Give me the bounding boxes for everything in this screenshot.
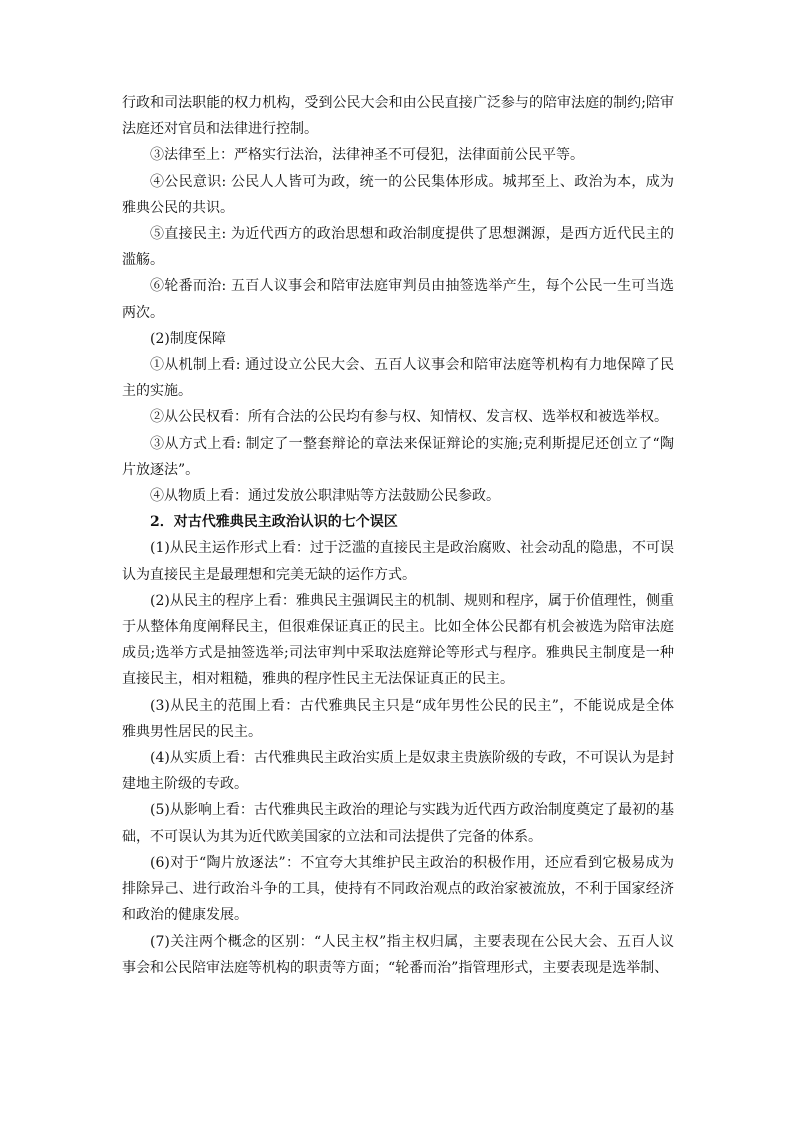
paragraph: (7)关注两个概念的区别：“人民主权”指主权归属，主要表现在公民大会、五百人议事会和公民陪审法庭等机构的职责等方面；“轮番而治”指管理形式，主要表现是选举制、 bbox=[122, 933, 674, 976]
paragraph: ②从公民权看：所有合法的公民均有参与权、知情权、发言权、选举权和被选举权。 bbox=[150, 409, 668, 426]
paragraph: (3)从民主的范围上看：古代雅典民主只是“成年男性公民的民主”，不能说成是全体雅典男性居民的民主。 bbox=[122, 697, 674, 740]
paragraph: 行政和司法职能的权力机构，受到公民大会和由公民直接广泛参与的陪审法庭的制约;陪审法庭还对官员和法律进行控制。 bbox=[122, 95, 674, 138]
paragraph: (2)从民主的程序上看：雅典民主强调民主的机制、规则和程序，属于价值理性，侧重于从整体角度阐释民主，但很难保证真正的民主。比如全体公民都有机会被选为陪审法庭成员;选举方式是抽签选举;司法审判中采取法庭辩论等形式与程序。雅典民主制度是一种直接民主，相对粗糙，雅典的程序性民主无法保证真正的民主。 bbox=[122, 592, 674, 688]
paragraph: ⑥轮番而治: 五百人议事会和陪审法庭审判员由抽签选举产生，每个公民一生可当选两次。 bbox=[122, 278, 674, 321]
paragraph: ③从方式上看: 制定了一整套辩论的章法来保证辩论的实施;克利斯提尼还创立了“陶片放逐法”。 bbox=[122, 435, 674, 478]
paragraph: (6)对于“陶片放逐法”：不宜夸大其维护民主政治的积极作用，还应看到它极易成为排除异己、进行政治斗争的工具，使持有不同政治观点的政治家被流放，不利于国家经济和政治的健康发展。 bbox=[122, 854, 674, 924]
paragraph: ⑤直接民主: 为近代西方的政治思想和政治制度提供了思想渊源，是西方近代民主的滥觞。 bbox=[122, 226, 674, 269]
paragraph: ④从物质上看：通过发放公职津贴等方法鼓励公民参政。 bbox=[150, 488, 500, 505]
paragraph: ①从机制上看: 通过设立公民大会、五百人议事会和陪审法庭等机构有力地保障了民主的实施。 bbox=[122, 357, 674, 400]
paragraph: (4)从实质上看：古代雅典民主政治实质上是奴隶主贵族阶级的专政，不可误认为是封建地主阶级的专政。 bbox=[122, 750, 674, 793]
section-subheading: (2)制度保障 bbox=[150, 330, 226, 347]
paragraph: (1)从民主运作形式上看：过于泛滥的直接民主是政治腐败、社会动乱的隐患，不可误认为直接民主是最理想和完美无缺的运作方式。 bbox=[122, 540, 674, 583]
section-heading: 2．对古代雅典民主政治认识的七个误区 bbox=[150, 514, 398, 531]
paragraph: (5)从影响上看：古代雅典民主政治的理论与实践为近代西方政治制度奠定了最初的基础，不可误认为其为近代欧美国家的立法和司法提供了完备的体系。 bbox=[122, 802, 674, 845]
document-page bbox=[122, 90, 674, 981]
paragraph: ④公民意识: 公民人人皆可为政，统一的公民集体形成。城邦至上、政治为本，成为雅典公民的共识。 bbox=[122, 173, 674, 216]
paragraph: ③法律至上：严格实行法治，法律神圣不可侵犯，法律面前公民平等。 bbox=[150, 147, 584, 164]
